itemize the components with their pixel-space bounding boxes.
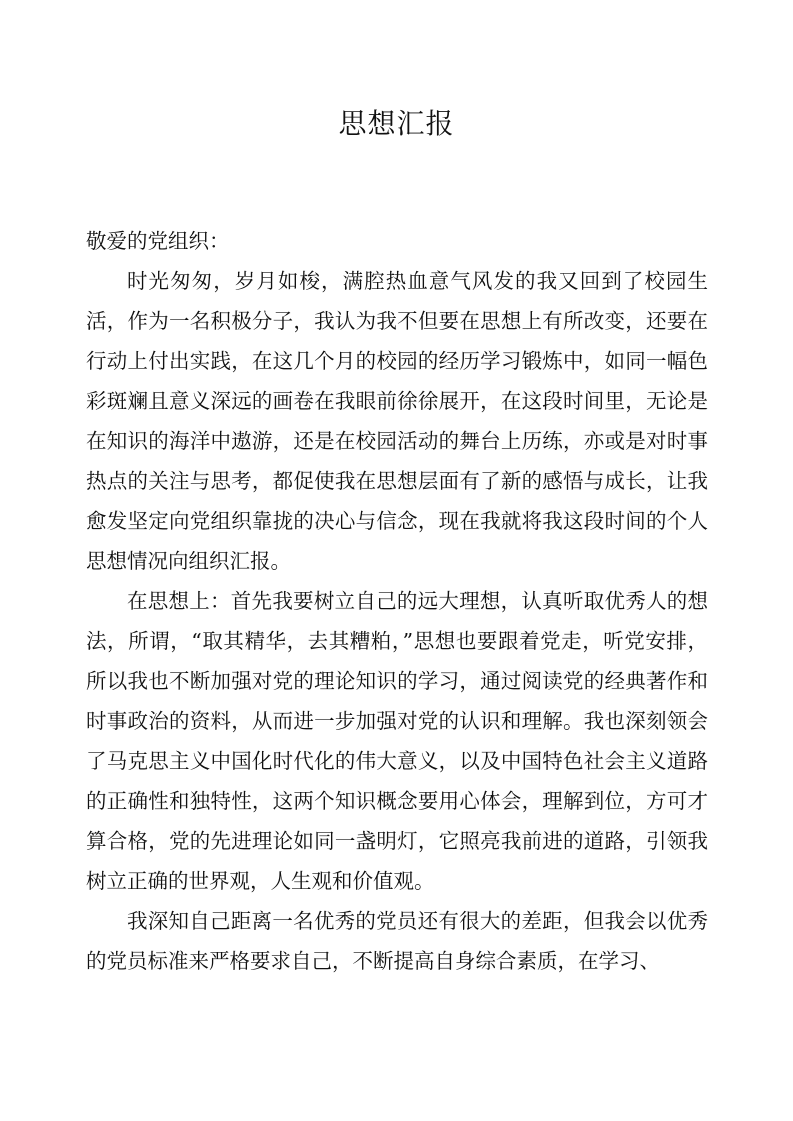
document-title: 思想汇报: [338, 107, 455, 140]
document-body: [86, 221, 708, 981]
paragraph-2: 在思想上：首先我要树立自己的远大理想，认真听取优秀人的想法，所谓，“取其精华，去其糟粕，”思想也要跟着党走，听党安排，所以我也不断加强对党的理论知识的学习，通过阅读党的经典著作和时事政治的资料，从而进一步加强对党的认识和理解。我也深刻领会了马克思主义中国化时代化的伟大意义，以及中国特色社会主义道路的正确性和独特性，这两个知识概念要用心体会，理解到位，方可才算合格，党的先进理论如同一盏明灯，它照亮我前进的道路，引领我树立正确的世界观，人生观和价值观。: [86, 589, 708, 893]
salutation: 敬爱的党组织：: [86, 229, 230, 253]
paragraph-3: 我深知自己距离一名优秀的党员还有很大的差距，但我会以优秀的党员标准来严格要求自己，不断提高自身综合素质，在学习、: [86, 909, 708, 973]
paragraph-1: 时光匆匆，岁月如梭，满腔热血意气风发的我又回到了校园生活，作为一名积极分子，我认为我不但要在思想上有所改变，还要在行动上付出实践，在这几个月的校园的经历学习锻炼中，如同一幅色彩斑斓且意义深远的画卷在我眼前徐徐展开，在这段时间里，无论是在知识的海洋中遨游，还是在校园活动的舞台上历练，亦或是对时事热点的关注与思考，都促使我在思想层面有了新的感悟与成长，让我愈发坚定向党组织靠拢的决心与信念，现在我就将我这段时间的个人思想情况向组织汇报。: [86, 269, 708, 573]
